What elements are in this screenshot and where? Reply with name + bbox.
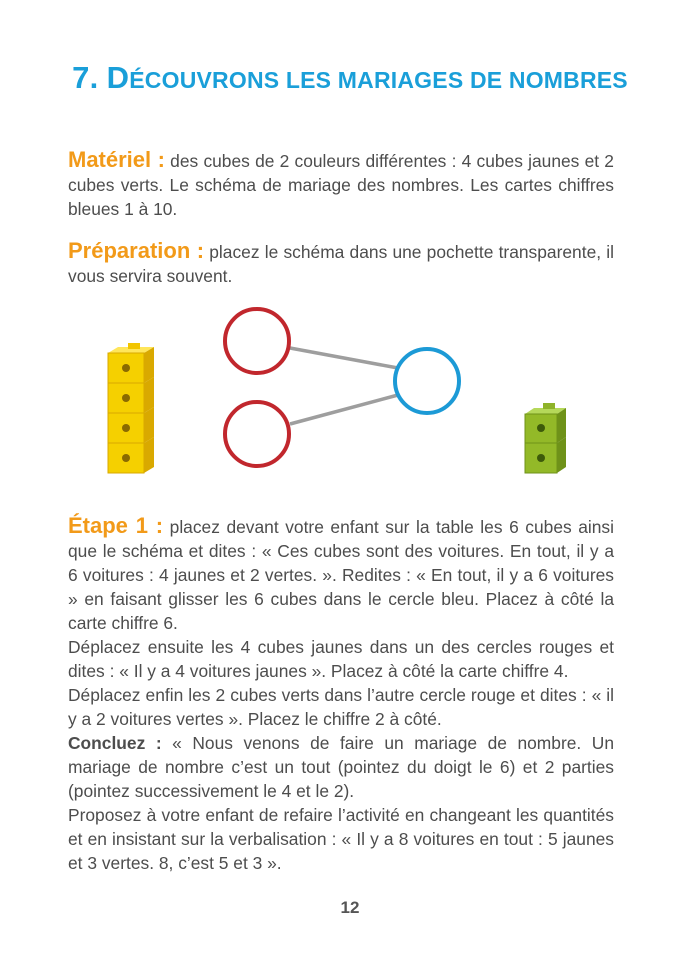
- etape1-section: [68, 514, 614, 875]
- title-number: 7.: [72, 60, 99, 95]
- blue-whole-circle: [395, 349, 459, 413]
- etape1-text1: placez devant votre enfant sur la table les 6 cubes ainsi que le schéma et dites : « Ces cubes sont des voitures. En tout, il y a 6 voitures : 4 jaunes et 2 vertes. ». Redites : « En tout, il y a 6 voitures » en faisant glisser les 6 cubes dans le cercle bleu. Placez à côté la carte chiffre 6.: [68, 517, 614, 633]
- red-part-circle-bottom: [225, 402, 289, 466]
- red-part-circle-top: [225, 309, 289, 373]
- conclusion-text: « Nous venons de faire un mariage de nombre. Un mariage de nombre c’est un tout (pointez du doigt le 6) et 2 parties (pointez successivement le 4 et le 2).: [68, 733, 614, 801]
- yellow-cube-tower: [108, 343, 154, 473]
- etape1-text2: Déplacez ensuite les 4 cubes jaunes dans un des cercles rouges et dites : « Il y a 4 voitures jaunes ». Placez à côté la carte chiffre 4.: [68, 637, 614, 681]
- connector-bottom: [290, 395, 398, 424]
- etape1-heading: Étape 1 :: [68, 513, 164, 538]
- conclusion-label: Concluez :: [68, 733, 162, 753]
- materiel-heading: Matériel :: [68, 147, 165, 172]
- title-rest: ÉCOUVRONS LES MARIAGES DE NOMBRES: [129, 67, 628, 93]
- preparation-text: placez le schéma dans une pochette transparente, il vous servira souvent.: [68, 242, 614, 286]
- page-number: 12: [340, 898, 360, 917]
- green-cube-tower: [525, 403, 566, 473]
- materiel-text: des cubes de 2 couleurs différentes : 4 cubes jaunes et 2 cubes verts. Le schéma de mariage des nombres. Les cartes chiffres bleues 1 à 10.: [68, 151, 614, 219]
- etape1-text3: Déplacez enfin les 2 cubes verts dans l’autre cercle rouge et dites : « il y a 2 voitures vertes ». Placez le chiffre 2 à côté.: [68, 685, 614, 729]
- etape1-text4: Proposez à votre enfant de refaire l’activité en changeant les quantités et en insistant sur la verbalisation : « Il y a 8 voitures en tout : 5 jaunes et 3 vertes. 8, c’est 5 et 3 ».: [68, 805, 614, 873]
- title-first-letter: D: [106, 60, 130, 95]
- connector-top: [290, 348, 398, 368]
- etape1-paragraph: [68, 514, 614, 635]
- etape1-conclusion: [68, 731, 614, 803]
- preparation-heading: Préparation :: [68, 238, 205, 263]
